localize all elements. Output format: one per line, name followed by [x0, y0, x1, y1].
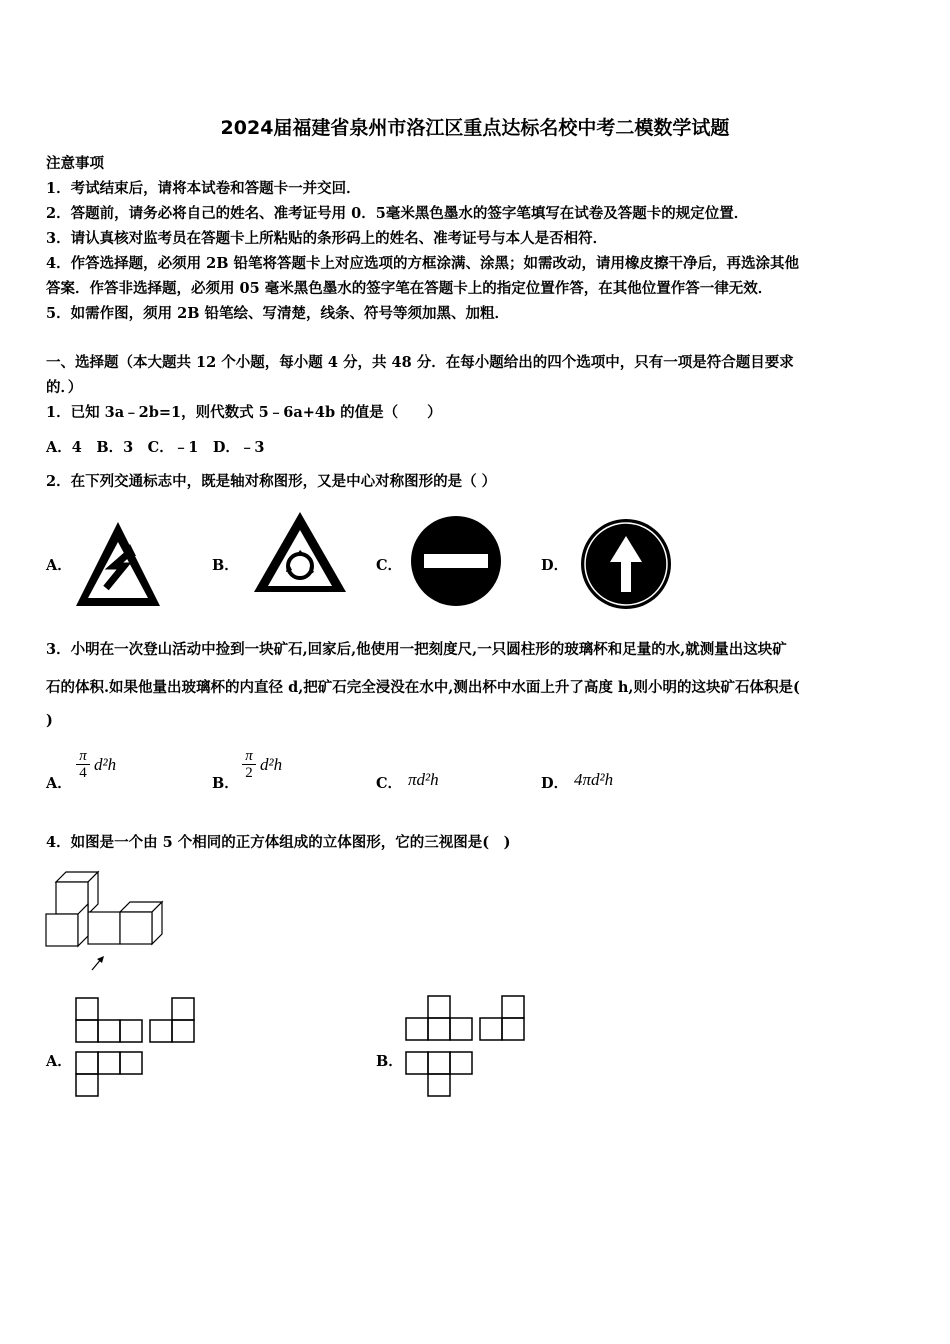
q1-options: A．4 B．3 C．﹣1 D．﹣3 [46, 439, 265, 456]
q4-option-a-label: A． [46, 1053, 72, 1070]
q3-option-d-label: D． [541, 775, 569, 792]
q3-option-a-formula [76, 748, 116, 781]
notice-heading: 注意事项 [46, 155, 104, 172]
q4-stem: 4．如图是一个由 5 个相同的正方体组成的立体图形，它的三视图是( ) [46, 834, 511, 851]
q3-option-b-formula [242, 748, 282, 781]
q2-sign-c-icon [410, 515, 502, 607]
q2-sign-b-icon [252, 510, 348, 594]
q3-option-d-formula: 4πd²h [574, 770, 614, 789]
q4-solid-figure-icon [44, 868, 170, 976]
notice-item: 答案．作答非选择题，必须用 05 毫米黑色墨水的签字笔在答题卡上的指定位置作答，在其他位置作答一律无效． [46, 280, 773, 297]
q3-option-a-label: A． [46, 775, 72, 792]
q2-sign-d-icon [580, 518, 672, 610]
q3-stem-line2: 石的体积.如果他量出玻璃杯的内直径 d,把矿石完全浸没在水中,测出杯中水面上升了高度 h,则小明的这块矿石体积是( [46, 679, 800, 696]
fraction-numerator: π [245, 748, 253, 764]
notice-item: 1．考试结束后，请将本试卷和答题卡一并交回． [46, 180, 361, 197]
q2-option-c-label: C． [376, 557, 403, 574]
q3-option-c-label: C． [376, 775, 403, 792]
q4-views-b-icon [404, 994, 530, 1098]
formula-expression: d²h [94, 754, 117, 774]
q1-stem: 1．已知 3a﹣2b=1，则代数式 5﹣6a+4b 的值是（ ） [46, 404, 442, 421]
q3-stem-line3: ) [46, 712, 53, 729]
q4-views-a-icon [74, 996, 200, 1098]
notice-item: 2．答题前，请务必将自己的姓名、准考证号用 0．5毫米黑色墨水的签字笔填写在试卷及答题卡的规定位置． [46, 205, 749, 222]
q2-option-b-label: B． [212, 557, 239, 574]
fraction-denominator: 4 [79, 765, 87, 781]
notice-item: 3．请认真核对监考员在答题卡上所粘贴的条形码上的姓名、准考证号与本人是否相符． [46, 230, 608, 247]
fraction-denominator: 2 [245, 765, 253, 781]
q3-option-b-label: B． [212, 775, 239, 792]
q4-option-b-label: B． [376, 1053, 403, 1070]
section-heading: 一、选择题（本大题共 12 个小题，每小题 4 分，共 48 分．在每小题给出的四个选项中，只有一项是符合题目要求 [46, 354, 794, 371]
q3-stem-line1: 3．小明在一次登山活动中捡到一块矿石,回家后,他使用一把刻度尺,一只圆柱形的玻璃杯和足量的水,就测量出这块矿 [46, 641, 787, 658]
fraction-numerator: π [79, 748, 87, 764]
q3-option-c-formula: πd²h [408, 770, 439, 789]
section-heading-cont: 的．） [46, 379, 83, 396]
formula-expression: d²h [260, 754, 283, 774]
q2-stem: 2．在下列交通标志中，既是轴对称图形，又是中心对称图形的是（ ） [46, 473, 497, 490]
notice-item: 4．作答选择题，必须用 2B 铅笔将答题卡上对应选项的方框涂满、涂黑；如需改动，请用橡皮擦干净后，再选涂其他 [46, 255, 800, 272]
notice-item: 5．如需作图，须用 2B 铅笔绘、写清楚，线条、符号等须加黑、加粗． [46, 305, 510, 322]
q2-option-d-label: D． [541, 557, 569, 574]
page-title: 2024届福建省泉州市洛江区重点达标名校中考二模数学试题 [220, 117, 730, 139]
q2-option-a-label: A． [46, 557, 72, 574]
q2-sign-a-icon [72, 518, 164, 610]
